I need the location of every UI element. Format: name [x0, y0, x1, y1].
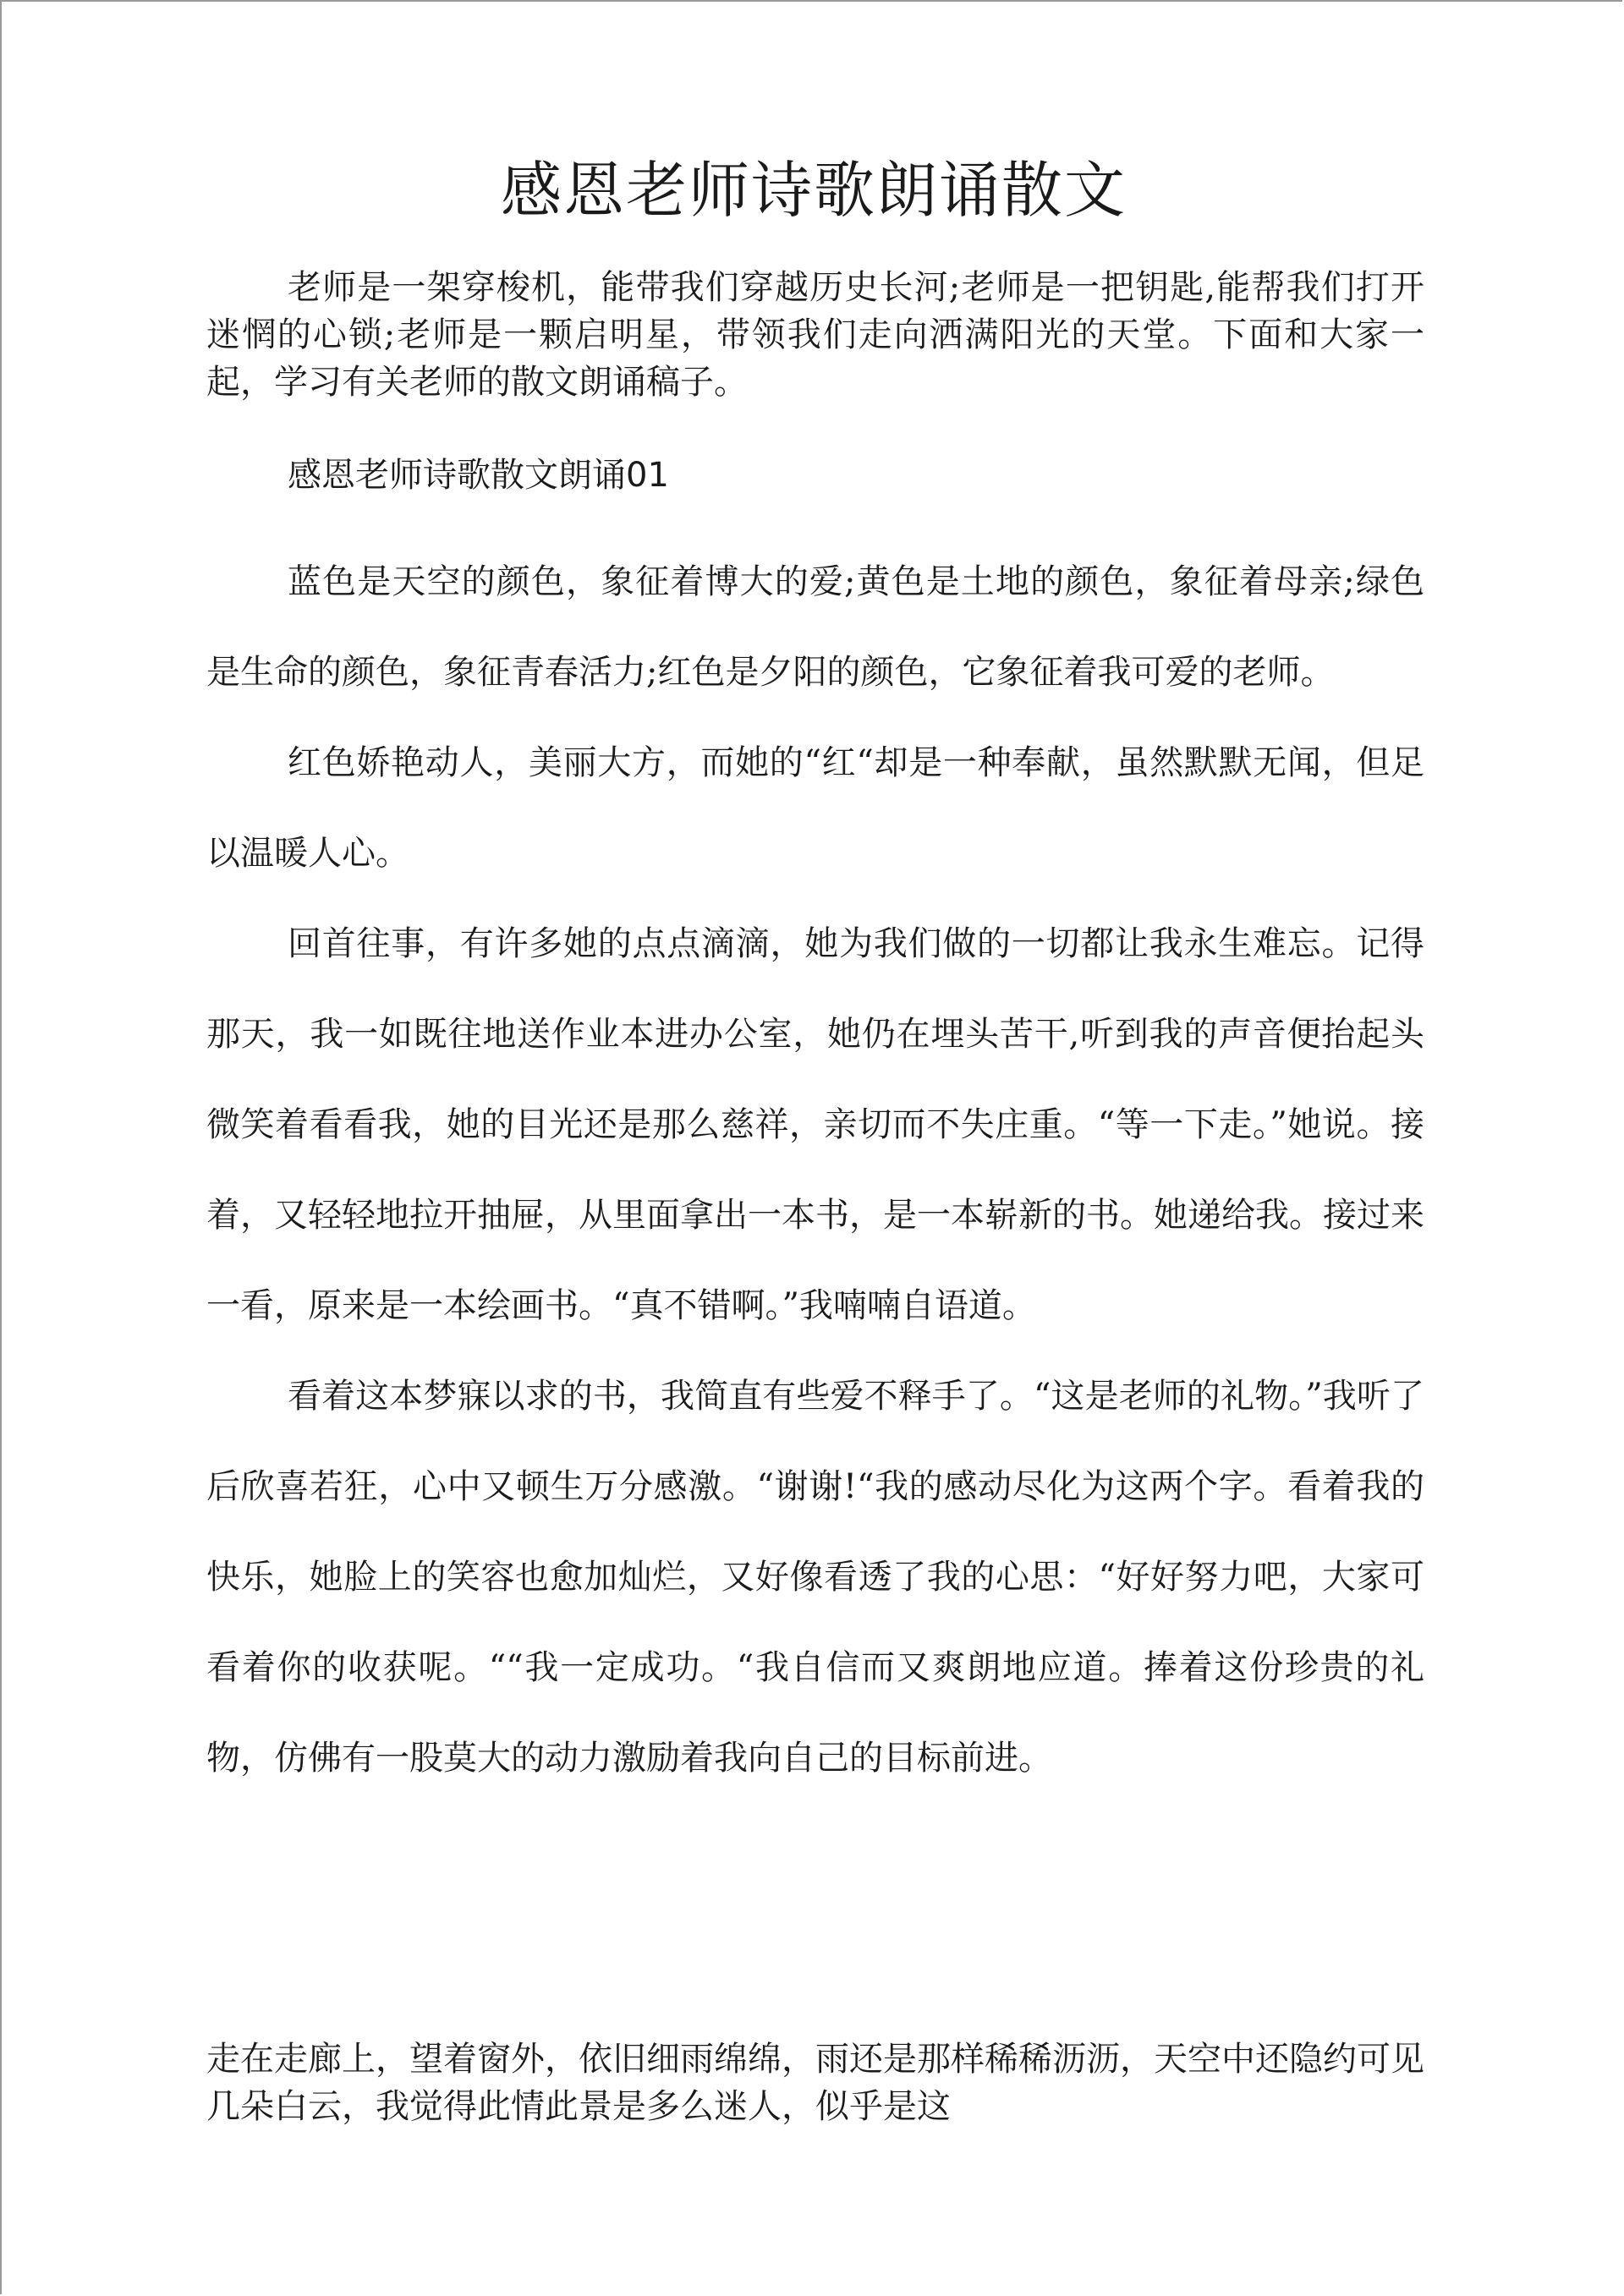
body-section	[206, 537, 1424, 1804]
body-paragraph-4: 看着这本梦寐以求的书，我简直有些爱不释手了。“这是老师的礼物。”我听了后欣喜若狂，心中又顿生万分感激。“谢谢!“我的感动尽化为这两个字。看着我的快乐，她脸上的笑容也愈加灿烂，又好像看透了我的心思：“好好努力吧，大家可看着你的收获呢。““我一定成功。“我自信而又爽朗地应道。捧着这份珍贵的礼物，仿佛有一股莫大的动力激励着我向自己的目标前进。	[206, 1377, 1424, 1778]
document-title: 感恩老师诗歌朗诵散文	[500, 155, 1127, 226]
body-paragraph-1: 蓝色是天空的颜色，象征着博大的爱;黄色是土地的颜色，象征着母亲;绿色是生命的颜色，象征青春活力;红色是夕阳的颜色，它象征着我可爱的老师。	[206, 562, 1424, 692]
tail-paragraph: 走在走廊上，望着窗外，依旧细雨绵绵，雨还是那样稀稀沥沥，天空中还隐约可见几朵白云，我觉得此情此景是多么迷人，似乎是这	[206, 2040, 1424, 2126]
intro-paragraph: 老师是一架穿梭机，能带我们穿越历史长河;老师是一把钥匙,能帮我们打开迷惘的心锁;老师是一颗启明星，带领我们走向洒满阳光的天堂。下面和大家一起，学习有关老师的散文朗诵稿子。	[206, 268, 1424, 402]
section-heading-text: 感恩老师诗歌散文朗诵	[288, 456, 626, 495]
body-paragraph-2: 红色娇艳动人，美丽大方，而她的“红“却是一种奉献，虽然默默无闻，但足以温暖人心。	[206, 743, 1424, 873]
section-heading-number: 01	[626, 456, 669, 495]
body-paragraph-3: 回首往事，有许多她的点点滴滴，她为我们做的一切都让我永生难忘。记得那天，我一如既往地送作业本进办公室，她仍在埋头苦干,听到我的声音便抬起头微笑着看看我，她的目光还是那么慈祥，亲切而不失庄重。“等一下走。”她说。接着，又轻轻地拉开抽屉，从里面拿出一本书，是一本崭新的书。她递给我。接过来一看，原来是一本绘画书。“真不错啊。”我喃喃自语道。	[206, 924, 1424, 1325]
section-heading	[206, 452, 1424, 499]
